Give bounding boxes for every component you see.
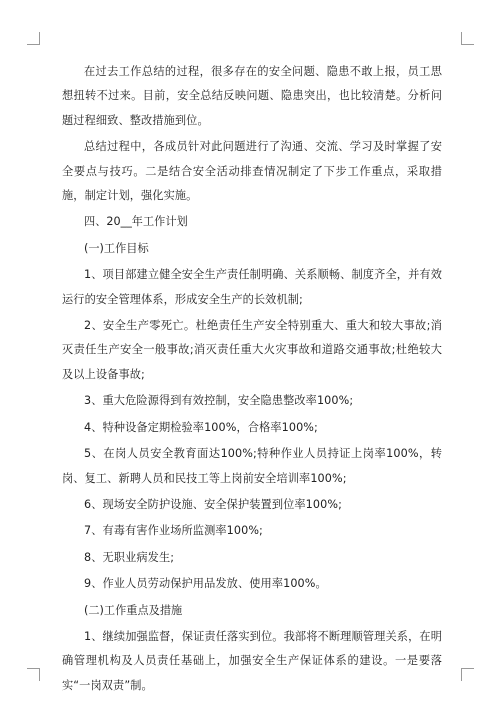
list-item: 5、在岗人员安全教育面达100%;特种作业人员持证上岗率100%，转岗、复工、新聘人员和民技工等上岗前安全培训率100%; (62, 447, 442, 485)
document-body (62, 60, 442, 698)
crop-mark-bottom-right (461, 668, 474, 681)
list-item: 2、安全生产零死亡。杜绝责任生产安全特别重大、重大和较大事故;消灭责任生产安全一般事故;消灭责任重大火灾事故和道路交通事故;杜绝较大及以上设备事故; (62, 319, 442, 381)
crop-mark-bottom-left (27, 668, 40, 681)
subsection-heading: (一)工作目标 (84, 241, 149, 255)
paragraph: 在过去工作总结的过程，很多存在的安全问题、隐患不敢上报，员工思想扭转不过来。目前，安全总结反映问题、隐患突出，也比较清楚。分析问题过程细致、整改措施到位。 (62, 65, 442, 127)
crop-mark-top-left (27, 32, 40, 45)
list-item: 1、项目部建立健全安全生产责任制明确、关系顺畅、制度齐全，并有效运行的安全管理体系，形成安全生产的长效机制; (62, 268, 442, 306)
list-item: 7、有毒有害作业场所监测率100%; (84, 524, 263, 538)
list-item: 9、作业人员劳动保护用品发放、使用率100%。 (84, 577, 327, 591)
list-item: 4、特种设备定期检验率100%，合格率100%; (84, 420, 318, 434)
crop-mark-top-right (461, 32, 474, 45)
list-item: 1、继续加强监督，保证责任落实到位。我部将不断理顺管理关系，在明确管理机构及人员责任基础上，加强安全生产保证体系的建设。一是要落实“一岗双责”制。 (62, 629, 442, 692)
list-item: 3、重大危险源得到有效控制，安全隐患整改率100%; (84, 394, 354, 408)
list-item: 6、现场安全防护设施、安全保护装置到位率100%; (84, 497, 342, 511)
section-heading: 四、20__年工作计划 (84, 215, 188, 229)
list-item: 8、无职业病发生; (84, 550, 175, 564)
subsection-heading: (二)工作重点及措施 (84, 603, 183, 617)
paragraph: 总结过程中，各成员针对此问题进行了沟通、交流、学习及时掌握了安全要点与技巧。二是结合安全活动排查情况制定了下步工作重点，采取措施，制定计划，强化实施。 (62, 140, 442, 203)
